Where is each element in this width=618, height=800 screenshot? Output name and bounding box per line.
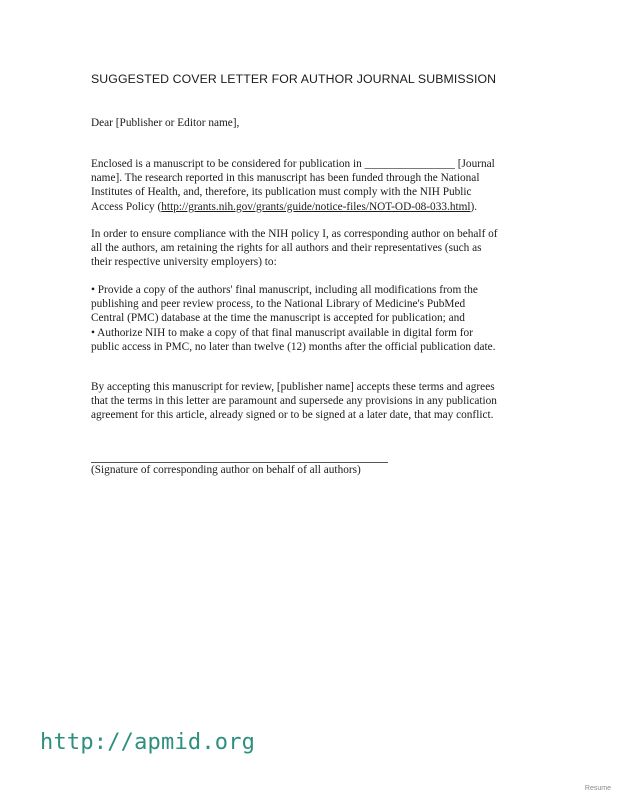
letter-title: SUGGESTED COVER LETTER FOR AUTHOR JOURNAL SUBMISSION [91, 72, 497, 86]
paragraph-acceptance-line-3: agreement for this article, already signed or to be signed at a later date, that may conflict. [91, 409, 494, 422]
paragraph-acceptance-line-2: that the terms in this letter are paramount and supersede any provisions in any publication [91, 395, 497, 408]
bullet-line-2: publishing and peer review process, to the National Library of Medicine's PubMed [91, 298, 466, 311]
salutation [91, 116, 541, 130]
paragraph-compliance-line-3: their respective university employers) to: [91, 256, 277, 269]
resume-tag: Resume [584, 785, 611, 792]
policy-suffix: ). [470, 200, 478, 213]
nih-policy-link[interactable]: http://grants.nih.gov/grants/guide/notice-files/NOT-OD-08-033.html [161, 200, 471, 213]
paragraph-enclosed-line-4 [91, 200, 541, 214]
bullet-line-3: Central (PMC) database at the time the manuscript is accepted for publication; and [91, 312, 465, 325]
paragraph-enclosed-line-2: name]. The research reported in this manuscript has been funded through the National [91, 172, 480, 185]
paragraph-acceptance [91, 380, 541, 423]
paragraph-compliance [91, 227, 541, 270]
bullet-line-5: public access in PMC, no later than twelve (12) months after the official publication date. [91, 340, 496, 353]
rights-bullet-list [91, 283, 541, 354]
bullet-line-4: • Authorize NIH to make a copy of that final manuscript available in digital form for [91, 326, 473, 339]
paragraph-compliance-line-1: In order to ensure compliance with the NIH policy I, as corresponding author on behalf of [91, 228, 498, 240]
paragraph-acceptance-line-1: By accepting this manuscript for review, [publisher name] accepts these terms and agrees [91, 381, 495, 393]
paragraph-compliance-line-2: all the authors, am retaining the rights for all authors and their representatives (such as [91, 242, 482, 255]
bullet-line-1: • Provide a copy of the authors' final manuscript, including all modifications from the [91, 284, 478, 296]
salutation-text: Dear [Publisher or Editor name], [91, 117, 240, 129]
signature-caption-block [91, 463, 541, 477]
paragraph-enclosed-line-1: Enclosed is a manuscript to be considered for publication in ________________ [Journal [91, 158, 495, 170]
paragraph-enclosed [91, 157, 541, 214]
signature-caption: (Signature of corresponding author on behalf of all authors) [91, 464, 361, 476]
policy-prefix: Access Policy ( [91, 200, 162, 213]
paragraph-enclosed-line-3: Institutes of Health, and, therefore, its publication must comply with the NIH Public [91, 186, 472, 199]
watermark-url: http://apmid.org [40, 730, 256, 755]
